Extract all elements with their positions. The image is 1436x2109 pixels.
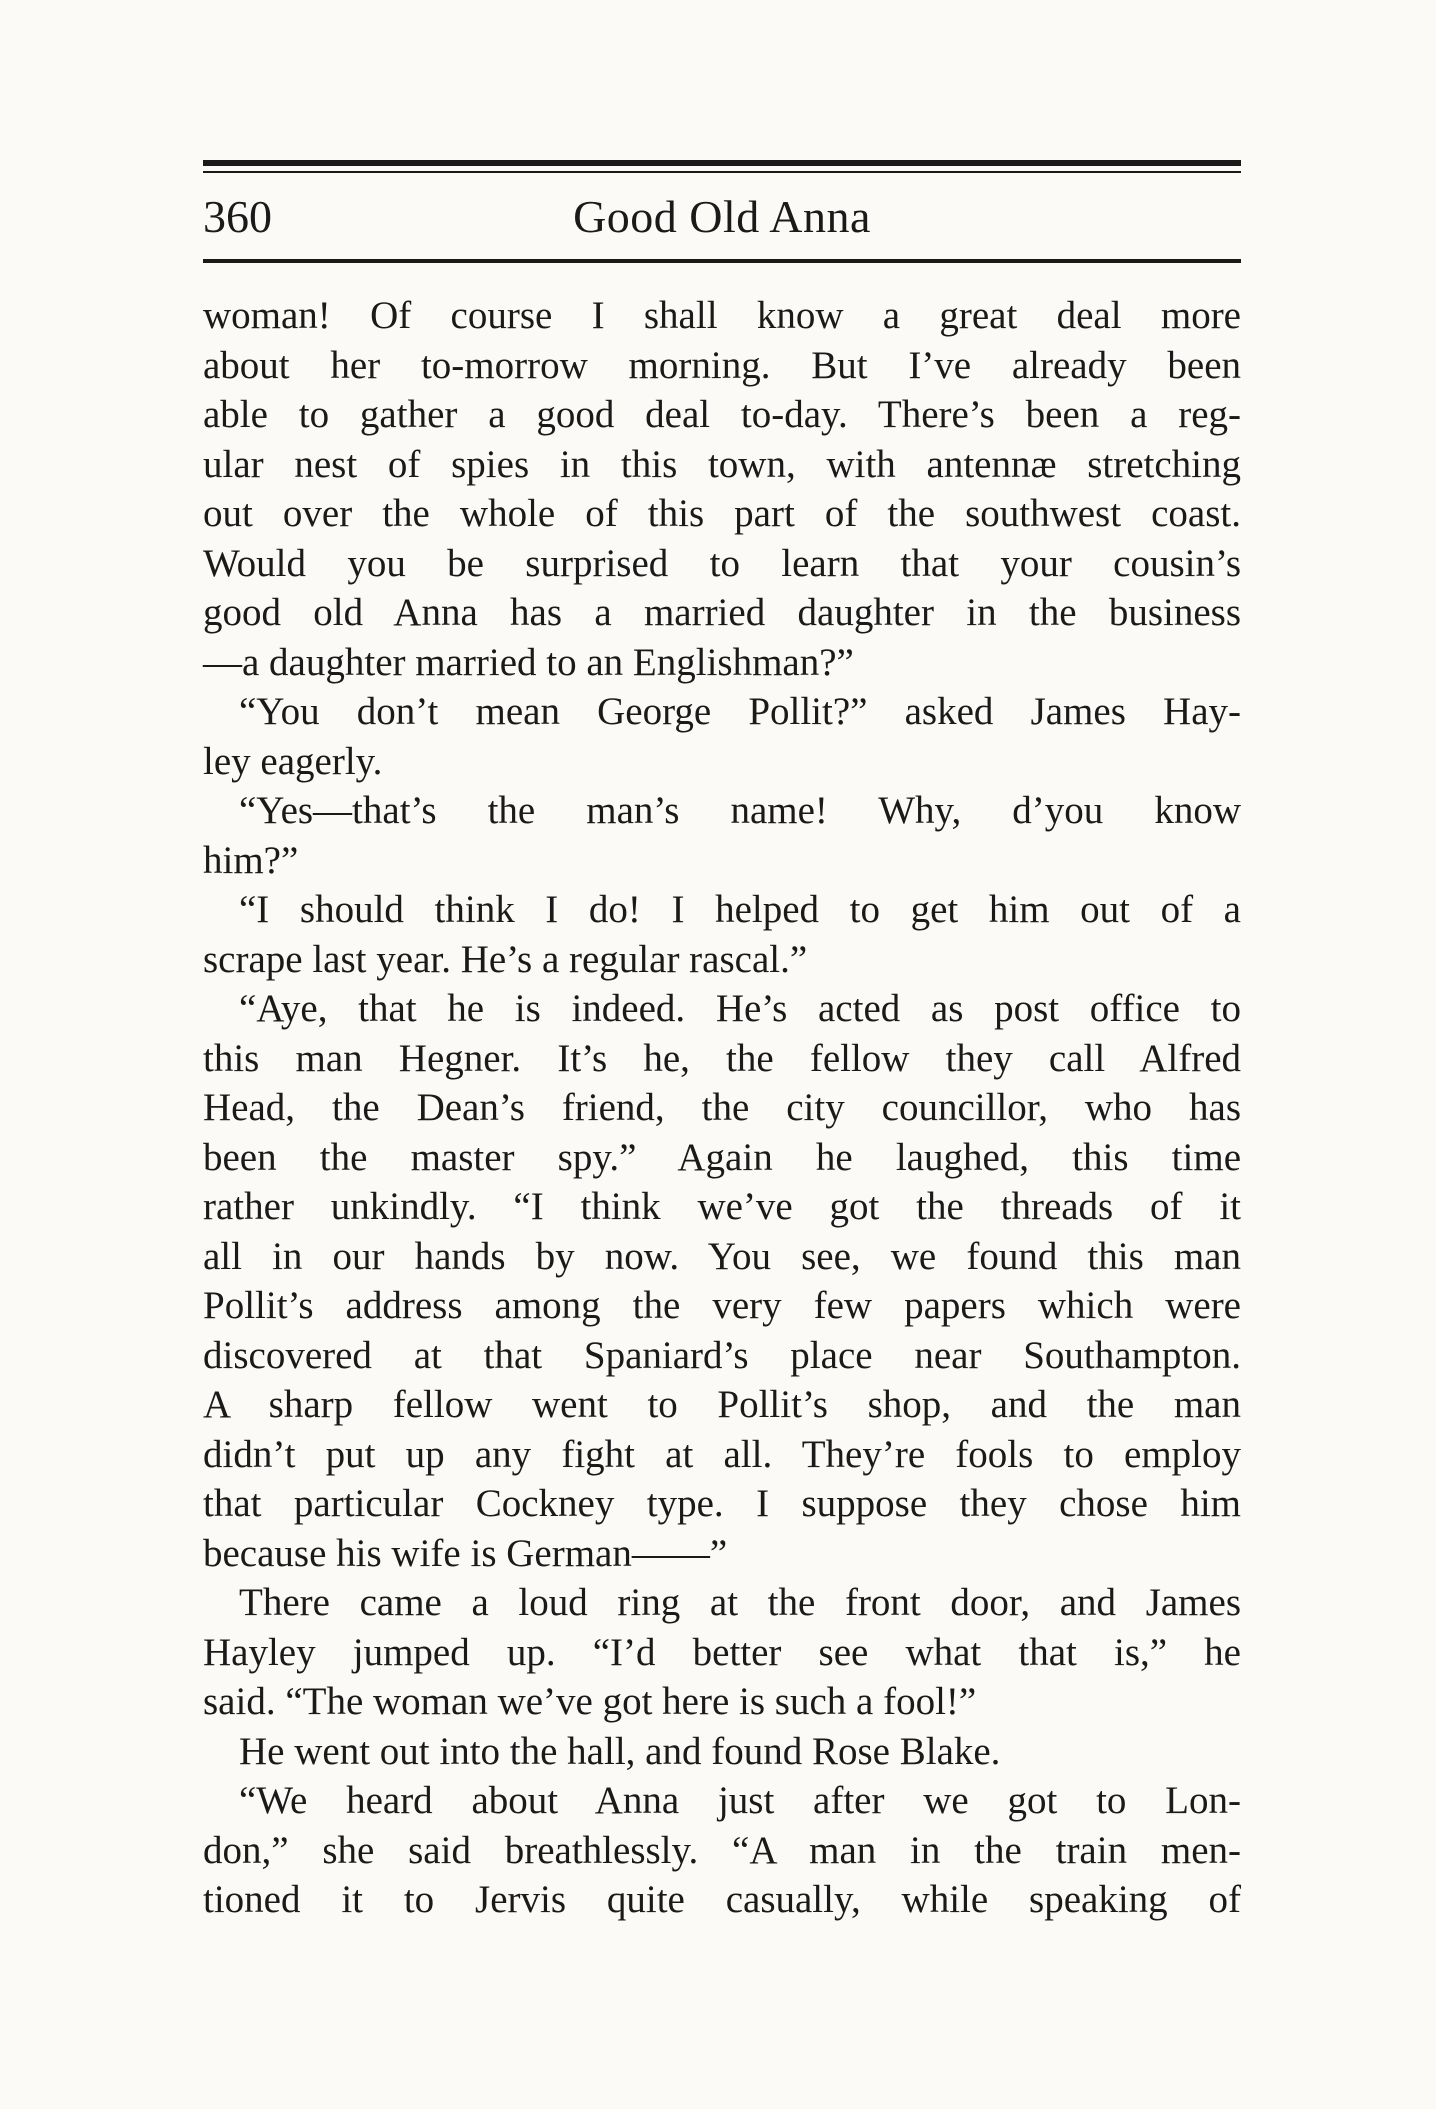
body-text	[203, 291, 1241, 1925]
text-line: able to gather a good deal to-day. There’s been a reg-	[203, 393, 1241, 436]
text-line: Head, the Dean’s friend, the city councillor, who has	[203, 1086, 1241, 1129]
text-line: this man Hegner. It’s he, the fellow they call Alfred	[203, 1036, 1241, 1080]
text-line: scrape last year. He’s a regular rascal.”	[203, 937, 808, 981]
header-rule-thin	[203, 171, 1241, 173]
text-line: Pollit’s address among the very few papers which were	[203, 1284, 1241, 1327]
text-line: him?”	[203, 838, 299, 882]
text-line: “I should think I do! I helped to get him out of a	[239, 888, 1241, 931]
text-line: all in our hands by now. You see, we found this man	[203, 1234, 1241, 1278]
text-line: because his wife is German——”	[203, 1531, 728, 1575]
header-rule-thick	[203, 160, 1241, 166]
text-line: said. “The woman we’ve got here is such a fool!”	[203, 1680, 977, 1723]
text-line: He went out into the hall, and found Rose Blake.	[239, 1729, 1001, 1773]
text-line: tioned it to Jervis quite casually, while speaking of	[203, 1878, 1241, 1921]
header-rule-bottom	[203, 259, 1241, 263]
text-line: ular nest of spies in this town, with antennæ stretching	[203, 442, 1241, 486]
text-line: “We heard about Anna just after we got to Lon-	[239, 1779, 1241, 1822]
text-line: Hayley jumped up. “I’d better see what that is,” he	[203, 1630, 1241, 1674]
text-line: been the master spy.” Again he laughed, this time	[203, 1135, 1241, 1179]
text-line: don,” she said breathlessly. “A man in the train men-	[203, 1828, 1241, 1872]
page-number: 360	[203, 191, 272, 242]
text-line: woman! Of course I shall know a great deal more	[203, 294, 1241, 337]
text-line: “Yes—that’s the man’s name! Why, d’you know	[239, 789, 1241, 832]
text-line: that particular Cockney type. I suppose they chose him	[203, 1482, 1241, 1525]
page-header	[203, 186, 1241, 248]
text-line: about her to-morrow morning. But I’ve already been	[203, 343, 1241, 387]
text-line: rather unkindly. “I think we’ve got the threads of it	[203, 1185, 1241, 1228]
running-title: Good Old Anna	[573, 191, 871, 242]
text-line: good old Anna has a married daughter in the business	[203, 591, 1241, 634]
text-line: A sharp fellow went to Pollit’s shop, and the man	[203, 1383, 1241, 1426]
text-line: didn’t put up any fight at all. They’re fools to employ	[203, 1432, 1241, 1476]
text-line: out over the whole of this part of the southwest coast.	[203, 492, 1241, 535]
text-line: —a daughter married to an Englishman?”	[203, 640, 854, 684]
text-line: “You don’t mean George Pollit?” asked James Hay-	[239, 690, 1241, 733]
text-line: Would you be surprised to learn that your cousin’s	[203, 541, 1241, 585]
text-line: ley eagerly.	[203, 739, 383, 783]
text-line: There came a loud ring at the front door, and James	[239, 1581, 1241, 1624]
text-line: “Aye, that he is indeed. He’s acted as post office to	[239, 987, 1241, 1030]
text-line: discovered at that Spaniard’s place near Southampton.	[203, 1333, 1241, 1377]
